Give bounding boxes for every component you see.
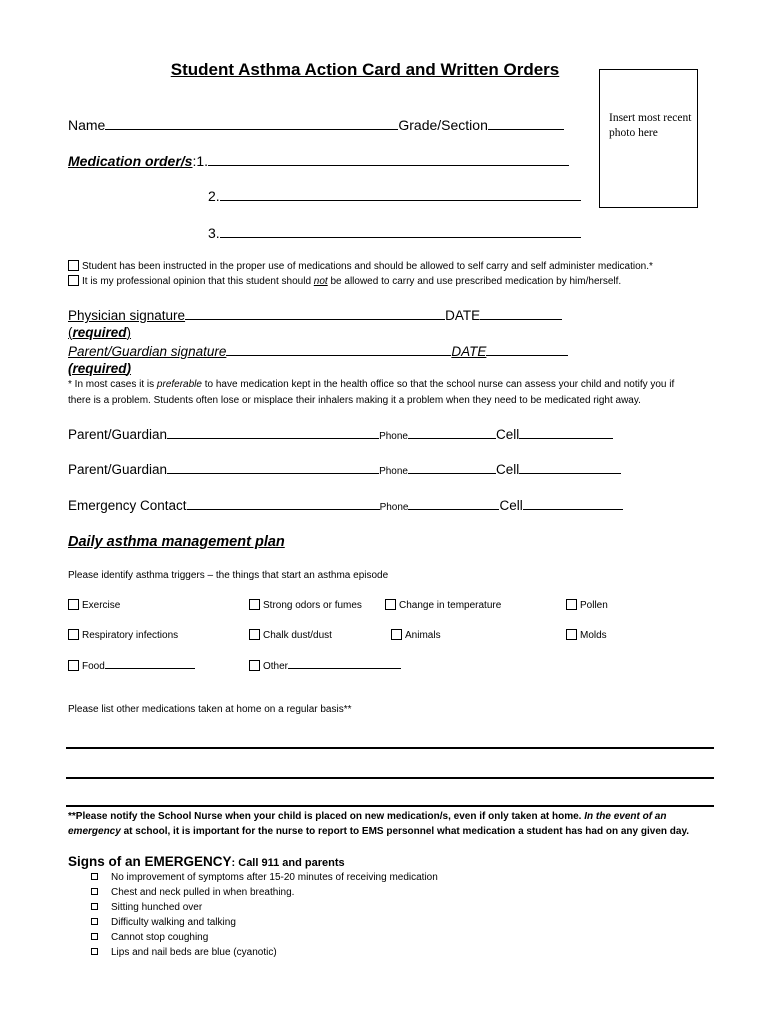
respiratory-label: Respiratory infections xyxy=(82,630,179,641)
sign-item xyxy=(91,902,202,913)
notify-emphasis: In the event of an emergency xyxy=(68,811,667,837)
other-field[interactable] xyxy=(288,659,401,669)
required-label-1: required xyxy=(72,325,127,340)
other-meds-line-2[interactable] xyxy=(66,777,714,779)
physician-row xyxy=(68,308,562,323)
required-label-2: required xyxy=(72,361,127,376)
contact-phone-label-3: Phone xyxy=(379,502,409,513)
note-text-2: to have medication kept in the health office so that the school nurse can assess your child and notify you if xyxy=(201,379,675,390)
contact-name-field-2[interactable] xyxy=(167,462,379,474)
sign-item xyxy=(91,917,236,928)
contact-phone-field-3[interactable] xyxy=(408,498,499,510)
daily-plan-heading: Daily asthma management plan xyxy=(68,534,285,550)
exercise-checkbox[interactable] xyxy=(68,599,79,610)
self-carry-text: Student has been instructed in the proper use of medications and should be allowed to self carry and self administer medication.* xyxy=(82,261,653,272)
trigger-strong-odors xyxy=(249,599,362,611)
self-carry-row xyxy=(68,260,653,272)
parent-date-label: DATE xyxy=(451,344,487,359)
trigger-molds xyxy=(566,629,607,641)
parent-sig-field[interactable] xyxy=(226,344,451,356)
sign-item xyxy=(91,887,294,898)
physician-label: Physician signature xyxy=(68,308,186,323)
other-label: Other xyxy=(263,661,289,672)
physician-date-label: DATE xyxy=(445,308,481,323)
note-preferable: preferable xyxy=(156,379,202,390)
contact-cell-label-1: Cell xyxy=(495,427,520,442)
triggers-prompt: Please identify asthma triggers – the things that start an asthma episode xyxy=(68,570,389,581)
contact-label-1: Parent/Guardian xyxy=(68,427,168,442)
square-bullet-icon xyxy=(91,918,98,925)
physician-date-field[interactable] xyxy=(480,308,562,320)
exercise-label: Exercise xyxy=(82,600,121,611)
food-label: Food xyxy=(82,661,105,672)
medication-label: Medication order/s xyxy=(68,153,193,169)
contact-row-3 xyxy=(68,498,623,513)
strong-odors-label: Strong odors or fumes xyxy=(263,600,362,611)
emergency-subtitle: : Call 911 and parents xyxy=(231,857,345,869)
not-carry-row xyxy=(68,275,621,287)
chalk-label: Chalk dust/dust xyxy=(263,630,332,641)
name-label: Name xyxy=(68,117,106,133)
physician-required: (required) xyxy=(68,325,132,340)
square-bullet-icon xyxy=(91,903,98,910)
trigger-respiratory xyxy=(68,629,178,641)
photo-box[interactable] xyxy=(599,69,698,208)
not-carry-text-end: be allowed to carry and use prescribed medication by him/herself. xyxy=(327,276,622,287)
medication-row-1: Medication order/s:1. xyxy=(68,153,569,169)
preferable-note xyxy=(68,379,674,390)
contact-phone-label-2: Phone xyxy=(379,466,408,477)
contact-cell-label-3: Cell xyxy=(499,498,523,513)
food-checkbox[interactable] xyxy=(68,660,79,671)
contact-phone-field-1[interactable] xyxy=(408,427,496,439)
respiratory-checkbox[interactable] xyxy=(68,629,79,640)
medication-row-2 xyxy=(208,188,581,204)
sign-text: Lips and nail beds are blue (cyanotic) xyxy=(111,947,277,958)
photo-box-text: Insert most recent photo here xyxy=(609,112,692,139)
sign-item xyxy=(91,932,208,943)
grade-field[interactable] xyxy=(488,118,564,130)
trigger-food xyxy=(68,659,195,672)
other-meds-line-3[interactable] xyxy=(66,805,714,807)
med-num-1: 1. xyxy=(196,153,209,169)
note-text-1: * In most cases it is xyxy=(68,379,157,390)
med-field-2[interactable] xyxy=(220,189,581,201)
sign-text: Difficulty walking and talking xyxy=(111,917,236,928)
parent-date-field[interactable] xyxy=(486,344,568,356)
self-carry-checkbox[interactable] xyxy=(68,260,79,271)
contact-row-1 xyxy=(68,427,613,442)
other-checkbox[interactable] xyxy=(249,660,260,671)
emergency-heading xyxy=(68,854,345,869)
contact-name-field-1[interactable] xyxy=(167,427,379,439)
med-field-1[interactable] xyxy=(208,154,569,166)
med-field-3[interactable] xyxy=(220,226,581,238)
parent-required: (required) xyxy=(68,361,132,376)
parent-sig-label: Parent/Guardian signature xyxy=(68,344,227,359)
not-carry-checkbox[interactable] xyxy=(68,275,79,286)
contact-phone-field-2[interactable] xyxy=(408,462,496,474)
sign-text: No improvement of symptoms after 15-20 minutes of receiving medication xyxy=(111,872,438,883)
food-field[interactable] xyxy=(105,659,195,669)
animals-label: Animals xyxy=(405,630,441,641)
sign-text: Cannot stop coughing xyxy=(111,932,209,943)
contact-name-field-3[interactable] xyxy=(187,498,380,510)
square-bullet-icon xyxy=(91,948,98,955)
other-meds-prompt: Please list other medications taken at home on a regular basis** xyxy=(68,704,352,715)
contact-phone-label-1: Phone xyxy=(379,431,408,442)
not-emphasis: not xyxy=(313,276,328,287)
parent-sig-row xyxy=(68,344,568,359)
molds-label: Molds xyxy=(580,630,607,641)
sign-text: Chest and neck pulled in when breathing. xyxy=(111,887,295,898)
temperature-label: Change in temperature xyxy=(399,600,502,611)
chalk-checkbox[interactable] xyxy=(249,629,260,640)
trigger-animals xyxy=(391,629,441,641)
animals-checkbox[interactable] xyxy=(391,629,402,640)
contact-label-3: Emergency Contact xyxy=(68,498,187,513)
medication-row-3 xyxy=(208,225,581,241)
contact-cell-field-3[interactable] xyxy=(523,498,623,510)
temperature-checkbox[interactable] xyxy=(385,599,396,610)
not-carry-text: It is my professional opinion that this student should xyxy=(82,276,314,287)
med-num-2: 2. xyxy=(208,188,220,204)
square-bullet-icon xyxy=(91,933,98,940)
name-field[interactable] xyxy=(105,118,398,130)
name-row xyxy=(68,117,564,133)
contact-cell-label-2: Cell xyxy=(495,462,520,477)
sign-item xyxy=(91,947,277,958)
square-bullet-icon xyxy=(91,873,98,880)
strong-odors-checkbox[interactable] xyxy=(249,599,260,610)
pollen-label: Pollen xyxy=(580,600,608,611)
grade-label: Grade/Section xyxy=(398,117,488,133)
contact-label-2: Parent/Guardian xyxy=(68,462,168,477)
contact-cell-field-2[interactable] xyxy=(519,462,621,474)
notify-note xyxy=(68,809,716,839)
molds-checkbox[interactable] xyxy=(566,629,577,640)
other-meds-line-1[interactable] xyxy=(66,747,714,749)
page-title: Student Asthma Action Card and Written Orders xyxy=(170,60,560,79)
trigger-other xyxy=(249,659,401,672)
preferable-note-2: there is a problem. Students often lose or misplace their inhalers making it a problem when they need to be medicated right away. xyxy=(68,395,641,406)
trigger-temperature xyxy=(385,599,501,611)
notify-text-2: at school, it is important for the nurse to report to EMS personnel what medication a student has had on any given day. xyxy=(120,826,690,837)
contact-row-2 xyxy=(68,462,621,477)
med-num-3: 3. xyxy=(208,225,220,241)
trigger-pollen xyxy=(566,599,608,611)
sign-item xyxy=(91,872,438,883)
sign-text: Sitting hunched over xyxy=(111,902,203,913)
emergency-title: Signs of an EMERGENCY xyxy=(68,854,232,869)
square-bullet-icon xyxy=(91,888,98,895)
contact-cell-field-1[interactable] xyxy=(519,427,613,439)
physician-sig-field[interactable] xyxy=(185,308,445,320)
trigger-chalk xyxy=(249,629,332,641)
pollen-checkbox[interactable] xyxy=(566,599,577,610)
notify-text-1: **Please notify the School Nurse when your child is placed on new medication/s, even if only taken at home. xyxy=(68,811,585,822)
trigger-exercise xyxy=(68,599,120,611)
